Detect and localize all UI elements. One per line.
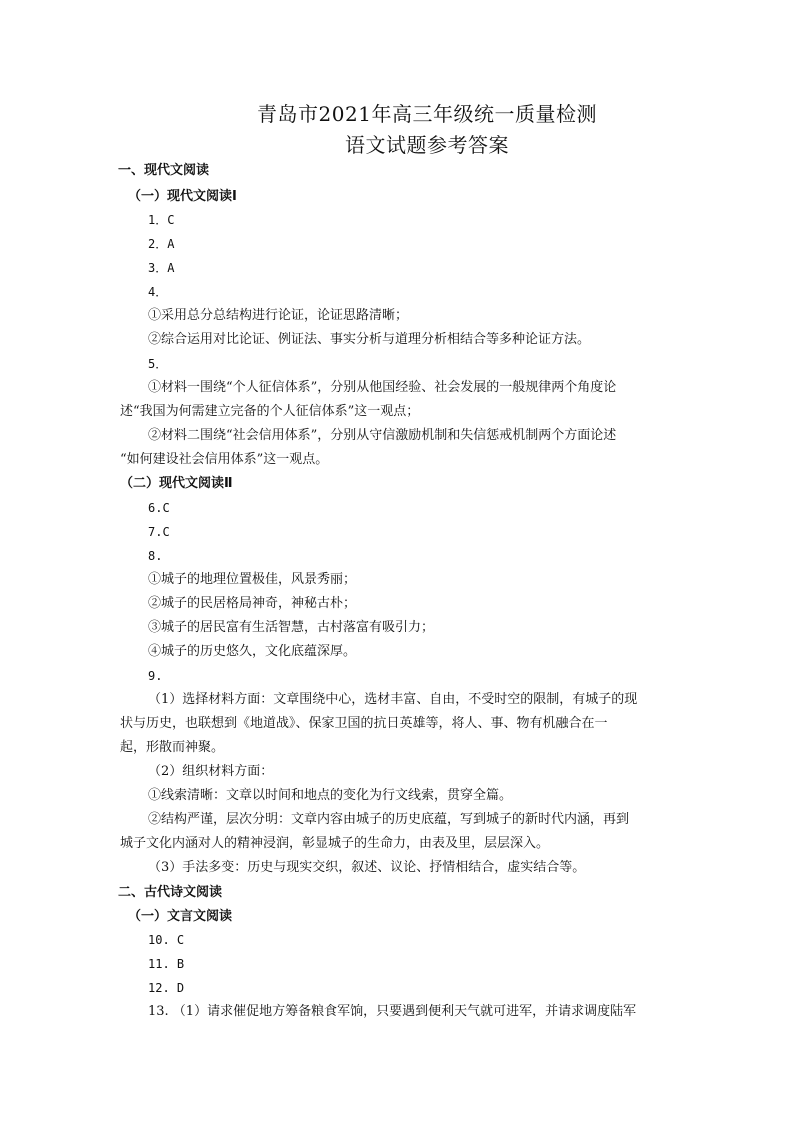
answer-13-part-1: 13. （1）请求催促地方筹备粮食军饷，只要遇到便利天气就可进军，并请求调度陆军: [148, 1004, 637, 1019]
answer-10: 10. C: [148, 933, 185, 947]
subsection-heading-modern-reading-1: （一）现代文阅读Ⅰ: [128, 189, 237, 204]
answer-9-part-2-point-1: ①线索清晰：文章以时间和地点的变化为行文线索，贯穿全篇。: [148, 788, 513, 803]
answer-9-part-1-line-2: 状与历史，也联想到《地道战》、保家卫国的抗日英雄等，将人、事、物有机融合在一: [120, 716, 608, 731]
answer-9-part-2-point-2-line-2: 城子文化内涵对人的精神浸润，彰显城子的生命力，由表及里，层层深入。: [120, 836, 550, 851]
answer-9-part-2: （2）组织材料方面：: [148, 764, 274, 779]
subsection-heading-modern-reading-2: （二）现代文阅读Ⅱ: [120, 476, 233, 491]
answer-4: 4．: [148, 285, 168, 299]
answer-4-point-1: ①采用总分总结构进行论证，论证思路清晰；: [148, 308, 409, 323]
answer-9-part-1-line-1: （1）选择材料方面：文章围绕中心，选材丰富、自由，不受时空的限制，有城子的现: [148, 692, 638, 707]
answer-5: 5．: [148, 357, 168, 371]
answer-5-point-2-line-2: “如何建设社会信用体系”这一观点。: [120, 452, 329, 467]
document-title: 青岛市2021年高三年级统一质量检测: [257, 102, 597, 126]
subsection-heading-classical-prose: （一）文言文阅读: [128, 909, 233, 924]
answer-9-part-2-point-2-line-1: ②结构严谨，层次分明：文章内容由城子的历史底蕴，写到城子的新时代内涵，再到: [148, 812, 630, 827]
answer-5-point-2-line-1: ②材料二围绕“社会信用体系”，分别从守信激励机制和失信惩戒机制两个方面论述: [148, 428, 617, 443]
answer-5-point-1-line-2: 述“我国为何需建立完备的个人征信体系”这一观点；: [120, 404, 420, 419]
document-subtitle: 语文试题参考答案: [345, 133, 509, 157]
answer-2: 2．A: [148, 237, 175, 251]
answer-8: 8.: [148, 549, 163, 563]
answer-5-point-1-line-1: ①材料一围绕“个人征信体系”，分别从他国经验、社会发展的一般规律两个角度论: [148, 380, 617, 395]
answer-8-point-3: ③城子的居民富有生活智慧，古村落富有吸引力；: [148, 620, 435, 635]
answer-6: 6.C: [148, 501, 170, 515]
answer-1: 1．C: [148, 213, 175, 227]
answer-12: 12. D: [148, 981, 185, 995]
answer-9: 9.: [148, 669, 163, 683]
answer-8-point-4: ④城子的历史悠久，文化底蕴深厚。: [148, 644, 357, 659]
section-heading-modern-reading: 一、现代文阅读: [118, 163, 210, 178]
answer-8-point-1: ①城子的地理位置极佳，风景秀丽；: [148, 572, 357, 587]
answer-7: 7.C: [148, 525, 170, 539]
answer-3: 3．A: [148, 261, 175, 275]
answer-11: 11. B: [148, 957, 185, 971]
answer-4-point-2: ②综合运用对比论证、例证法、事实分析与道理分析相结合等多种论证方法。: [148, 332, 591, 347]
answer-9-part-3: （3）手法多变：历史与现实交织，叙述、议论、抒情相结合，虚实结合等。: [148, 860, 586, 875]
answer-8-point-2: ②城子的民居格局神奇，神秘古朴；: [148, 596, 357, 611]
section-heading-classical-reading: 二、古代诗文阅读: [118, 885, 223, 900]
answer-9-part-1-line-3: 起，形散而神聚。: [120, 740, 225, 755]
